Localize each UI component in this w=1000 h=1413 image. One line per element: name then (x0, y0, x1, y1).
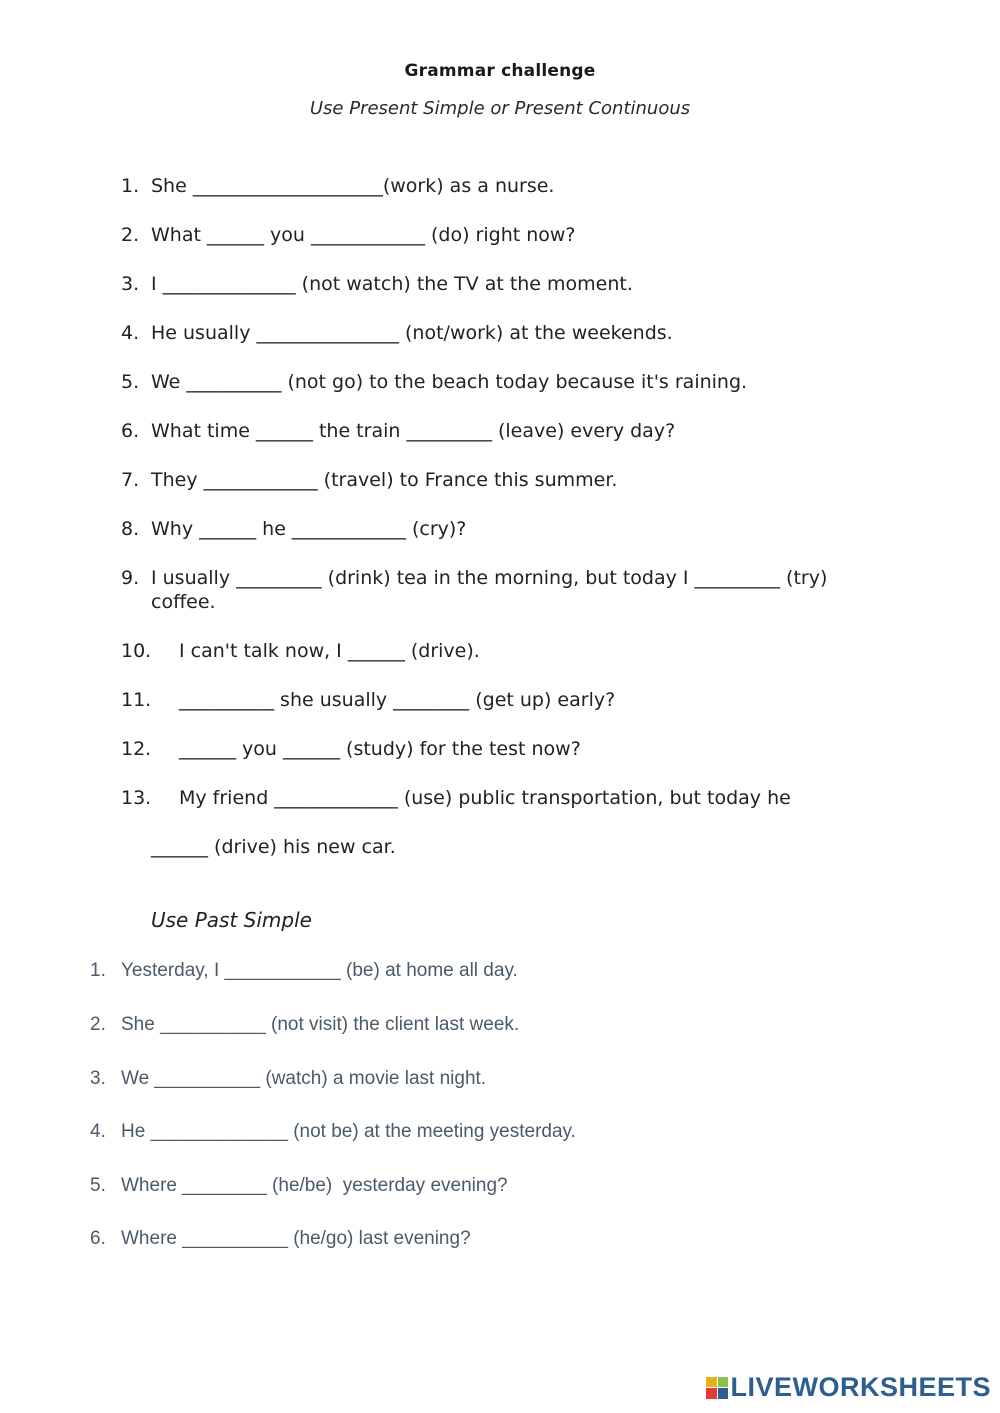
question-number: 10. (121, 640, 152, 662)
question-number: 8. (121, 518, 140, 540)
question-7 (121, 468, 617, 492)
question-10 (121, 639, 480, 663)
question-number: 1. (90, 960, 106, 981)
question-number: 2. (90, 1014, 106, 1035)
past-question-5 (90, 1175, 508, 1197)
question-4 (121, 321, 673, 345)
question-2 (121, 223, 576, 247)
question-number: 3. (90, 1068, 106, 1089)
question-text: He _____________ (not be) at the meeting yesterday. (121, 1121, 576, 1142)
logo-square-1 (706, 1377, 717, 1388)
worksheet-title: Grammar challenge (404, 61, 596, 81)
question-number: 9. (121, 567, 140, 589)
question-13-continued (151, 835, 396, 859)
past-question-1 (90, 960, 518, 982)
question-3 (121, 272, 633, 296)
question-number: 5. (90, 1175, 106, 1196)
question-5 (121, 370, 747, 394)
question-number: 6. (90, 1228, 106, 1249)
section-heading-past-simple: Use Past Simple (151, 908, 312, 932)
past-question-2 (90, 1014, 519, 1036)
question-text: They ____________ (travel) to France this summer. (151, 469, 618, 491)
question-text: ______ you ______ (study) for the test now? (179, 738, 581, 760)
question-text: Where ________ (he/be) yesterday evening? (121, 1175, 508, 1196)
worksheet-subtitle: Use Present Simple or Present Continuous (309, 98, 691, 119)
question-text: We __________ (watch) a movie last night. (121, 1068, 487, 1089)
question-number: 7. (121, 469, 140, 491)
question-number: 4. (121, 322, 140, 344)
question-text: Where __________ (he/go) last evening? (121, 1228, 471, 1249)
question-6 (121, 419, 675, 443)
question-9 (121, 566, 936, 614)
question-13 (121, 786, 791, 810)
question-number: 1. (121, 175, 140, 197)
question-number: 2. (121, 224, 140, 246)
question-text: She __________ (not visit) the client last week. (121, 1014, 520, 1035)
question-text: He usually _______________ (not/work) at the weekends. (151, 322, 673, 344)
question-11 (121, 688, 615, 712)
question-8 (121, 517, 466, 541)
question-1 (121, 174, 554, 198)
question-text: I usually _________ (drink) tea in the morning, but today I _________ (try) (151, 567, 828, 589)
liveworksheets-logo[interactable] (706, 1372, 991, 1403)
question-number: 11. (121, 689, 152, 711)
question-number: 5. (121, 371, 140, 393)
question-text: __________ she usually ________ (get up) early? (179, 689, 616, 711)
question-12 (121, 737, 581, 761)
past-question-6 (90, 1228, 471, 1250)
question-text-continued: coffee. (151, 591, 216, 613)
past-question-4 (90, 1121, 576, 1143)
question-text: I ______________ (not watch) the TV at the moment. (151, 273, 633, 295)
question-text: Yesterday, I ___________ (be) at home all day. (121, 960, 518, 981)
logo-square-2 (718, 1377, 729, 1388)
question-text: My friend _____________ (use) public transportation, but today he (179, 787, 791, 809)
question-number: 3. (121, 273, 140, 295)
question-text: We __________ (not go) to the beach today because it's raining. (151, 371, 748, 393)
question-number: 12. (121, 738, 152, 760)
question-number: 6. (121, 420, 140, 442)
logo-mark-icon (706, 1377, 728, 1399)
question-number: 4. (90, 1121, 106, 1142)
logo-square-4 (718, 1388, 729, 1399)
question-text: She ____________________(work) as a nurse. (151, 175, 555, 197)
question-text: I can't talk now, I ______ (drive). (179, 640, 480, 662)
logo-text: LIVEWORKSHEETS (730, 1372, 991, 1402)
past-question-3 (90, 1068, 486, 1090)
question-text: What ______ you ____________ (do) right now? (151, 224, 576, 246)
question-number: 13. (121, 787, 152, 809)
question-text-continued: ______ (drive) his new car. (151, 836, 396, 858)
question-text: Why ______ he ____________ (cry)? (151, 518, 467, 540)
question-text: What time ______ the train _________ (leave) every day? (151, 420, 676, 442)
logo-square-3 (706, 1388, 717, 1399)
